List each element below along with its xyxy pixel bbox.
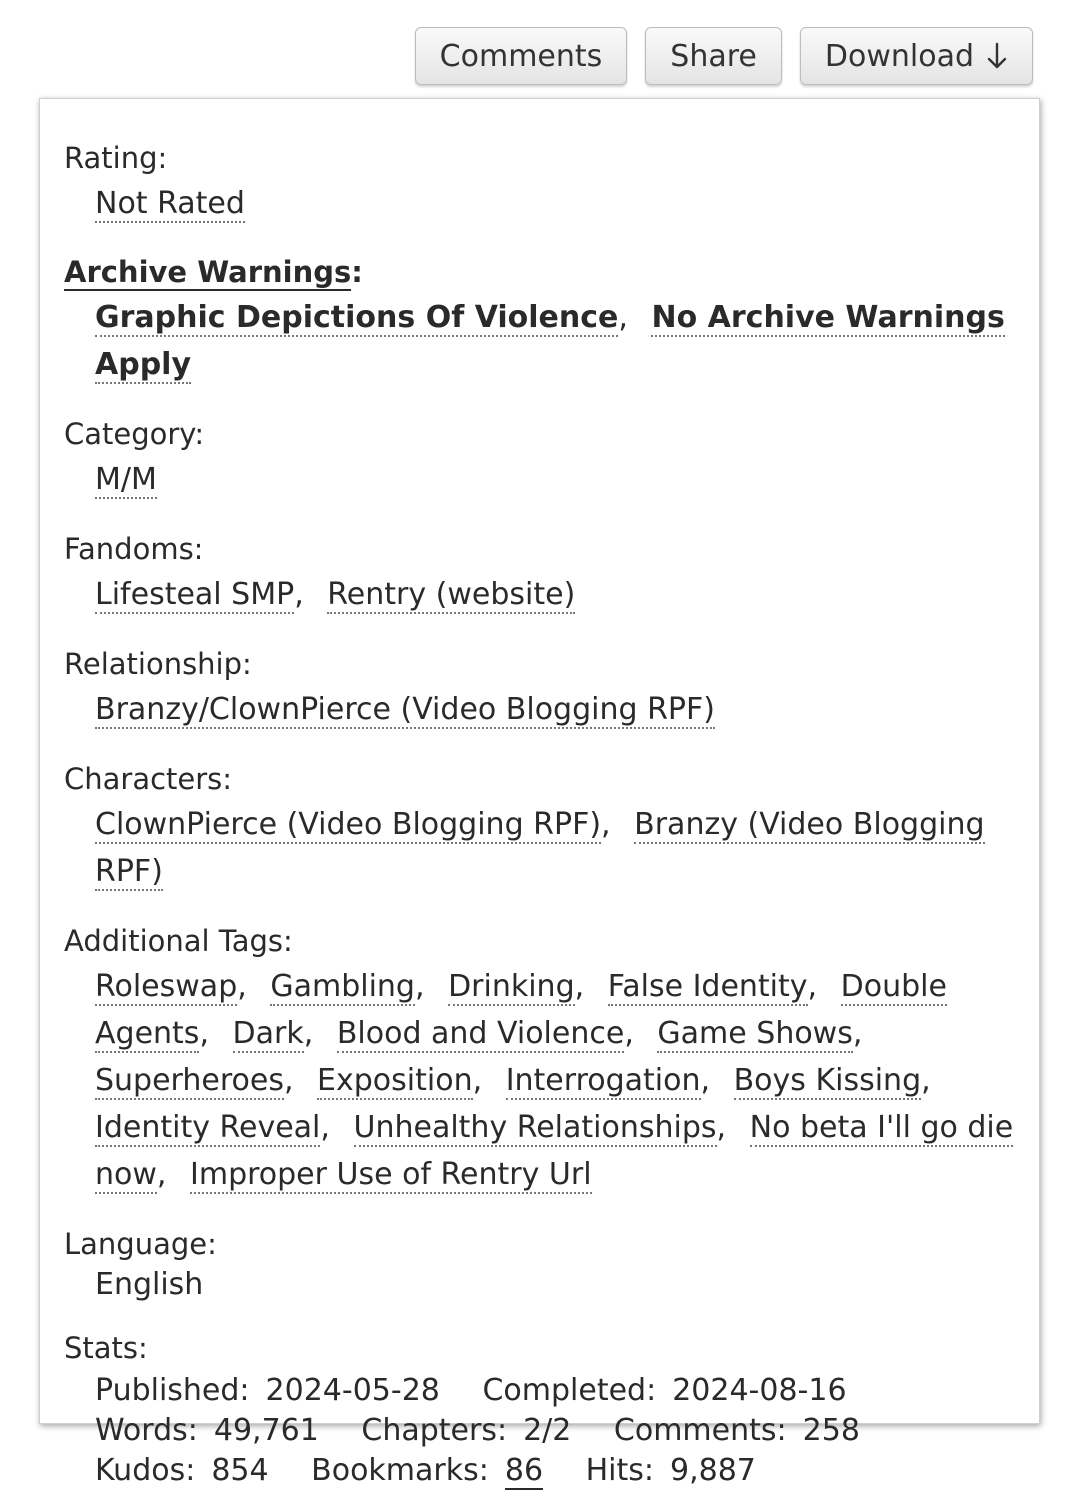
stats-list [95, 1371, 1015, 1491]
tag-link[interactable]: Dark [232, 1016, 304, 1051]
tag-link[interactable]: Unhealthy Relationships [353, 1110, 717, 1145]
download-button[interactable] [800, 27, 1033, 85]
tag-separator: , [303, 1016, 314, 1051]
stat-words [95, 1413, 319, 1448]
stat-kudos-value: 854 [211, 1453, 269, 1488]
tag-separator: , [921, 1063, 931, 1098]
tag-separator: , [716, 1110, 727, 1145]
stats-label: Stats: [64, 1331, 148, 1365]
tag-link[interactable]: No Archive Warnings Apply [95, 300, 1005, 382]
tag-separator: , [601, 807, 611, 842]
tag-separator: , [320, 1110, 330, 1145]
additional-tags [95, 963, 1015, 1198]
share-button[interactable] [645, 27, 782, 85]
tag-separator: , [807, 969, 818, 1004]
tag-link[interactable]: Graphic Depictions Of Violence [95, 300, 619, 335]
tag-link[interactable]: Branzy/ClownPierce (Video Blogging RPF) [95, 692, 715, 727]
tag-link[interactable]: Superheroes [95, 1063, 284, 1098]
stat-hits-label: Hits: [585, 1453, 654, 1488]
category-tags [95, 456, 1015, 503]
stat-comments-label: Comments: [613, 1413, 787, 1448]
stat-bookmarks-label: Bookmarks: [311, 1453, 489, 1488]
tag-separator: , [237, 969, 247, 1004]
work-meta-panel [39, 98, 1040, 1488]
tag-separator: , [414, 969, 425, 1004]
tag-link[interactable]: Game Shows [657, 1016, 853, 1051]
share-button-label: Share [670, 38, 757, 74]
relationship-label: Relationship: [64, 647, 252, 681]
tag-link[interactable]: Not Rated [95, 186, 245, 221]
stat-comments-value: 258 [802, 1413, 860, 1448]
download-button-label: Download [824, 38, 974, 74]
tag-link[interactable]: Interrogation [505, 1063, 701, 1098]
stat-completed-value: 2024-08-16 [672, 1373, 847, 1408]
tag-link[interactable]: M/M [95, 462, 157, 497]
tag-link[interactable]: False Identity [607, 969, 808, 1004]
tag-link[interactable]: Improper Use of Rentry Url [190, 1157, 592, 1192]
stat-hits [586, 1453, 756, 1488]
tag-separator: , [852, 1016, 863, 1051]
comments-button[interactable] [415, 27, 628, 85]
additional-tags-label: Additional Tags: [64, 924, 293, 958]
tag-link[interactable]: ClownPierce (Video Blogging RPF) [95, 807, 602, 842]
stat-completed-label: Completed: [482, 1373, 657, 1408]
comments-button-label: Comments [439, 38, 603, 74]
stat-chapters-value: 2/2 [523, 1413, 572, 1448]
stat-chapters-label: Chapters: [361, 1413, 508, 1448]
stat-published-value: 2024-05-28 [265, 1373, 440, 1408]
work-toolbar [415, 27, 1033, 85]
tag-link[interactable]: Double Agents [95, 969, 947, 1051]
stat-chapters [361, 1413, 571, 1448]
tag-link[interactable]: Rentry (website) [327, 577, 576, 612]
stat-kudos-label: Kudos: [95, 1453, 196, 1488]
tag-separator: , [700, 1063, 711, 1098]
rating-label: Rating: [64, 141, 168, 175]
stat-bookmarks [311, 1453, 543, 1488]
tag-link[interactable]: Branzy (Video Blogging RPF) [95, 807, 985, 889]
tag-link[interactable]: Drinking [448, 969, 575, 1004]
tag-separator: , [199, 1016, 209, 1051]
archive-warnings-link[interactable]: Archive Warnings [64, 255, 352, 289]
language-label: Language: [64, 1227, 217, 1261]
stat-kudos [95, 1453, 269, 1488]
tag-link[interactable]: Roleswap [95, 969, 238, 1004]
tag-link[interactable]: Gambling [270, 969, 415, 1004]
language-value: English [95, 1267, 204, 1302]
tag-link[interactable]: Blood and Violence [336, 1016, 625, 1051]
tag-link[interactable]: No beta I'll go die now [95, 1110, 1014, 1192]
tag-link[interactable]: Exposition [317, 1063, 473, 1098]
tag-separator: , [574, 969, 585, 1004]
tag-separator: , [624, 1016, 634, 1051]
stat-words-label: Words: [95, 1413, 198, 1448]
tag-separator: , [294, 577, 304, 612]
stat-published [95, 1373, 440, 1408]
stat-bookmarks-link[interactable]: 86 [504, 1453, 544, 1488]
tag-link[interactable]: Boys Kissing [733, 1063, 922, 1098]
fandoms-label: Fandoms: [64, 532, 204, 566]
stat-words-value: 49,761 [213, 1413, 319, 1448]
arrow-down-icon [986, 41, 1008, 71]
archive-warnings-tags [95, 294, 1015, 388]
stat-hits-value: 9,887 [670, 1453, 756, 1488]
archive-warnings-colon: : [351, 255, 363, 289]
characters-label: Characters: [64, 762, 233, 796]
tag-link[interactable]: Identity Reveal [95, 1110, 321, 1145]
category-label: Category: [64, 417, 205, 451]
stat-published-label: Published: [95, 1373, 250, 1408]
rating-tags [95, 180, 1015, 227]
relationship-tags [95, 686, 1015, 733]
tag-separator: , [472, 1063, 483, 1098]
tag-link[interactable]: Lifesteal SMP [95, 577, 295, 612]
stat-comments [614, 1413, 860, 1448]
stat-completed [482, 1373, 846, 1408]
tag-separator: , [156, 1157, 167, 1192]
tag-separator: , [283, 1063, 294, 1098]
characters-tags [95, 801, 1015, 895]
archive-warnings-label [64, 253, 1015, 291]
fandoms-tags [95, 571, 1015, 618]
tag-separator: , [618, 300, 628, 335]
